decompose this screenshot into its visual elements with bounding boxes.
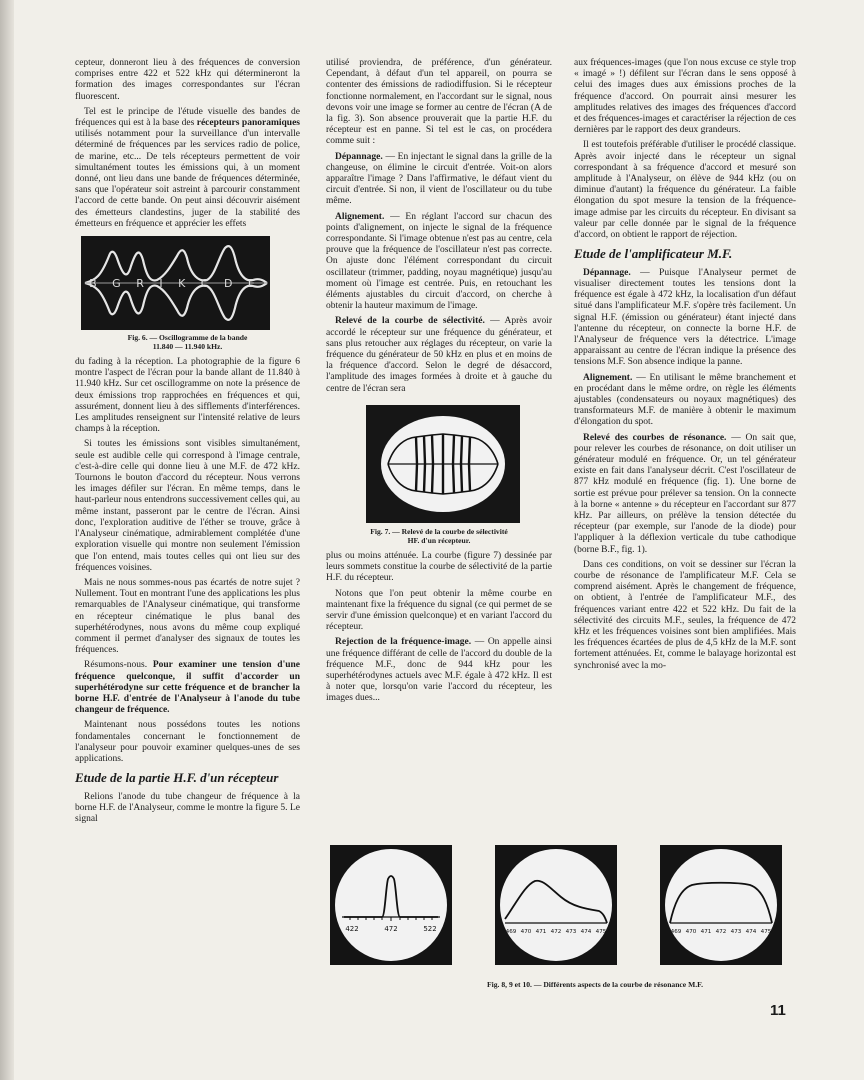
col3-alignement (574, 373, 796, 429)
col3-alignement-text: — En utilisant le même branchement et en procédant dans le même ordre, on règle les éléments ajustables (condensateurs ou noyaux magnétiques) des transformateurs M.F. de manière à obtenir le maximum d'élongation du spot. (574, 372, 796, 428)
col1-paragraph-8: Relions l'anode du tube changeur de fréquence à la borne H.F. de l'Analyseur, comme le montre la figure 5. Le signal (75, 791, 300, 825)
heading-hf-study: Etude de la partie H.F. d'un récepteur (75, 770, 279, 786)
fig6-caption-line-1: Fig. 6. — Oscillogramme de la bande (127, 333, 248, 343)
col1-paragraph-4: Si toutes les émissions sont visibles simultanément, seule est audible celle qui correspond à l'image centrale, c'est-à-dire celle qui donne lieu à une M.F. de 472 kHz. Tournons le bouton d'accord du récepteur. Nous verrons les images défiler sur l'écran. En même temps, dans le haut-parleur nous entendrons successivement celles qui, au même instant, passeront par le centre de l'écran. Ainsi donc, l'exploration auditive de l'éther se trouve, grâce à l'Analyseur cinématique, admirablement complétée d'une exploration visuelle qui montre non seulement l'émission que l'on entend, mais toutes celles qui ont lieu sur des fréquences voisines. (75, 439, 300, 573)
col3-paragraph-1: aux fréquences-images (que l'on nous excuse ce style trop « imagé » !) défilent sur l'écran dans le sens opposé à celui des images dues aux émissions proches de la fréquence d'accord. On pourrait ainsi mesurer les amplitudes relatives des images des fréquences d'accord et des fréquences-images et caractériser la réjection de ces dernières par le rapport des deux grandeurs. (574, 58, 796, 136)
axis-tick-label: 470 (520, 929, 532, 935)
fig7-scope-screen (366, 405, 520, 523)
axis-tick-label: 472 (715, 929, 727, 935)
col1-paragraph-2 (75, 107, 300, 230)
axis-tick-label: 473 (730, 929, 742, 935)
axis-tick-label: 472 (550, 929, 562, 935)
col2-depannage-text: — En injectant le signal dans la grille de la changeuse, on élimine le circuit d'entrée. Voit-on alors apparaître l'image ? Dans l'affirmative, le défaut vient du circuit d'entrée. Si non, il vient de l'oscillateur ou du tube même. (326, 151, 553, 207)
col3-paragraph-3: Dans ces conditions, on voit se dessiner sur l'écran la courbe de résonance de l'amplificateur M.F. Cela se comprend aisément. Après le changement de fréquence, on obtient, à l'entrée de l'amplificateur M.F., des fréquences variant entre 422 et 522 kHz. Du fait de la sélectivité des circuits M.F., seules, la fréquence de 472 kHz et les fréquences voisines sont bien amplifiées. Mais les fréquences écartées de plus de 4,5 kHz de la M.F. sont fortement atténuées. Et, comme le balayage horizontal est synchronisé avec la mo- (574, 559, 796, 671)
figures-8-9-10 (330, 845, 780, 989)
fig6-caption-line-2: 11.840 — 11.940 kHz. (152, 342, 223, 352)
figure-6-oscillogram (81, 236, 270, 330)
col3-depannage-text: — Puisque l'Analyseur permet de visualiser directement toutes les tensions dont la fréquence est égale à 472 kHz, la localisation d'un défaut situé dans l'amplificateur M.F. s'opère très facilement. Un signal H.F. (émission ou générateur) étant injecté dans l'antenne du récepteur, on connecte la borne H.F. de l'Analyseur de fréquence vers la détectrice. L'image apparaissant au centre de l'écran indique la présence des tensions M.F. Son absence indique la panne. (574, 267, 797, 368)
axis-tick-label: 522 (423, 925, 437, 933)
col2-releve-text: — Après avoir accordé le récepteur sur une fréquence du générateur, et sans plus retoucher aux réglages du récepteur, on varie la fréquence du générateur de 50 kHz en plus et en moins de la fréquence d'accord. Selon le degré de désaccord, l'amplitude des images formées à droite et à gauche du centre de l'écran sera (326, 316, 552, 394)
col1-p6-bold: Pour examiner une tension d'une fréquence quelconque, il suffit d'accorder un superhétérodyne sur cette fréquence et de brancher la borne H.F. d'entrée de l'Analyseur à l'anode du tube changeur de fréquence. (75, 660, 300, 716)
figure-8-scope (330, 845, 452, 965)
col3-depannage-label: Dépannage. (583, 267, 631, 278)
col2-depannage (326, 152, 552, 208)
heading-mf-study: Etude de l'amplificateur M.F. (574, 246, 733, 262)
col3-depannage (574, 268, 796, 369)
figure-6-caption (75, 333, 300, 351)
col3-alignement-label: Alignement. (583, 372, 633, 383)
column-2 (326, 58, 552, 709)
col1-paragraph-1: cepteur, donneront lieu à des fréquences de conversion comprises entre 422 et 522 kHz qui détermineront la formation des images correspondantes sur l'écran fluorescent. (75, 58, 300, 102)
axis-tick-label: 471 (700, 929, 712, 935)
col2-rejection-label: Rejection de la fréquence-image. (335, 637, 472, 648)
figure-10-scope (660, 845, 782, 965)
col1-p2-text-b: utilisés notamment pour la surveillance d'un intervalle déterminé de fréquences par les services radio de police, de marine, etc... De tels récepteurs permettent de voir simultanément toutes les émissions qui, à un moment donné, ont lieu dans une bande de fréquences déterminée, sans que l'opérateur soit astreint à parcourir constamment l'accord de cette bande. On peut ainsi découvrir aisément des émetteurs clandestins, juger de la stabilité des émetteurs en fréquence et apprécier les effets (75, 129, 300, 229)
column-1 (75, 58, 300, 829)
axis-tick-label: 470 (685, 929, 697, 935)
fig6-station-letters: B G R I K C D E (89, 277, 261, 291)
col2-releve-label: Relevé de la courbe de sélectivité. (335, 316, 485, 327)
axis-tick-label: 475 (760, 929, 772, 935)
fig7-caption-line-2: HF. d'un récepteur. (407, 535, 471, 545)
figures-8-9-10-caption: Fig. 8, 9 et 10. — Différents aspects de la courbe de résonance M.F. (487, 980, 703, 989)
axis-tick-label: 422 (345, 925, 359, 933)
col2-paragraph-2: plus ou moins atténuée. La courbe (figure 7) dessinée par leurs sommets constitue la courbe de sélectivité de la partie H.F. du récepteur. (326, 550, 552, 584)
column-3 (574, 58, 796, 676)
figure-9-scope (495, 845, 617, 965)
col3-releve-text: — On sait que, pour relever les courbes de résonance, on doit utiliser un générateur modulé en fréquence. Or, un tel générateur existe en fait dans l'analyseur décrit. C'est l'oscillateur de 877 kHz modulé en fréquence (fig. 1). Une borne de sortie est prévue pour prélever sa tension. On la connecte à la borne « antenne » du récepteur en l'accordant sur 877 kHz. Par ailleurs, on prélève la tension détectée du récepteur (par exemple, sur l'anode de la diode) pour l'appliquer à la déflexion verticale du tube cathodique (borne B.F., fig. 1). (574, 432, 797, 555)
fig7-caption-line-1: Fig. 7. — Relevé de la courbe de sélectivité (370, 526, 508, 536)
col3-paragraph-2: Il est toutefois préférable d'utiliser le procédé classique. Après avoir injecté dans le récepteur un signal correspondant à sa fréquence d'accord et mesuré son amplitude à l'Analyseur, on élève de 944 kHz (ou on diminue d'autant) la fréquence du générateur. La faible élongation du spot mesure la tension de la fréquence-image admise par les circuits du récepteur. En divisant sa valeur par celle donnée par le signal de la fréquence d'accord, on obtient le rapport de réjection. (574, 140, 796, 241)
col1-p6-text: Résumons-nous. (84, 660, 148, 671)
col2-alignement-label: Alignement. (335, 211, 385, 222)
col3-releve-label: Relevé des courbes de résonance. (583, 432, 727, 443)
axis-tick-label: 469 (670, 929, 682, 935)
col2-alignement (326, 212, 552, 313)
figure-7-selectivity (366, 405, 520, 523)
page-number: 11 (770, 1002, 786, 1019)
col2-rejection (326, 637, 552, 704)
axis-tick-label: 469 (505, 929, 517, 935)
col1-p2-text-a: Tel est le principe de l'étude visuelle des bandes de fréquences qui est à la base des (75, 106, 300, 129)
col2-alignement-text: — En réglant l'accord sur chacun des points d'alignement, on injecte le signal de la fréquence correspondante. Si l'image obtenue n'est pas au centre, cela prouve que la fréquence de l'oscillateur n'est pas correcte. On ajuste donc l'élément correspondant du circuit oscillateur (trimmer, padding, noyau magnétique) jusqu'au moment où l'image est centrée. Puis, en retouchant les éléments ajustables du circuit d'accord, on cherche à obtenir la hauteur maximum de l'image. (326, 211, 552, 312)
figure-7-caption (326, 527, 552, 545)
col1-p2-bold: récepteurs panoramiques (196, 118, 300, 129)
col1-paragraph-5: Mais ne nous sommes-nous pas écartés de notre sujet ? Nullement. Tout en montrant l'une des applications les plus remarquables de l'Analyseur cinématique, qui transforme en récepteur cinématique le plus banal des superhétérodynes, nous avons du même coup expliqué comment il permet d'analyser des signaux de toutes les fréquences. (75, 577, 300, 656)
col1-paragraph-7: Maintenant nous possédons toutes les notions fondamentales concernant le fonctionnement de l'analyseur pour pouvoir examiner quelques-unes de ses applications. (75, 720, 300, 764)
col1-paragraph-6 (75, 660, 300, 716)
col2-rejection-text: — On appelle ainsi une fréquence différant de celle de l'accord du double de la fréquence M.F., donc de 944 kHz pour les superhétérodynes actuels avec M.F. égale à 472 kHz. Il est à noter que, lorsqu'on varie l'accord du récepteur, les images dues... (326, 637, 553, 704)
axis-tick-label: 475 (595, 929, 607, 935)
axis-tick-label: 472 (384, 925, 398, 933)
col2-paragraph-1: utilisé proviendra, de préférence, d'un générateur. Cependant, à défaut d'un tel appareil, on pourra se contenter des émissions de radiodiffusion. Si le récepteur fonctionne normalement, en l'accordant sur le signal, nous devons voir une image se former au centre de l'écran (A de la fig. 3). Son absence prouverait que la partie H.F. du récepteur est en panne. Si tel est le cas, on procédera comme suit : (326, 58, 552, 147)
axis-tick-label: 474 (745, 929, 757, 935)
col1-paragraph-3: du fading à la réception. La photographie de la figure 6 montre l'aspect de l'écran pour la bande allant de 11.840 à 11.940 kHz. Sur cet oscillogramme on note la présence de deux émissions trop rapprochées en fréquences et qui, assurément, donnent lieu à des sifflements d'interférences. Les amplitudes renseignent sur l'intensité relative de leurs champs à la réception. (75, 357, 300, 435)
col2-depannage-label: Dépannage. (335, 151, 383, 162)
page-binding-shadow (0, 0, 14, 1080)
col2-paragraph-3: Notons que l'on peut obtenir la même courbe en maintenant fixe la fréquence du signal (ce qui permet de se servir d'une émission quelconque) et en variant l'accord du récepteur. (326, 588, 552, 633)
col3-releve (574, 433, 796, 556)
axis-tick-label: 474 (580, 929, 592, 935)
axis-tick-label: 471 (535, 929, 547, 935)
axis-tick-label: 473 (565, 929, 577, 935)
col2-releve (326, 316, 552, 394)
